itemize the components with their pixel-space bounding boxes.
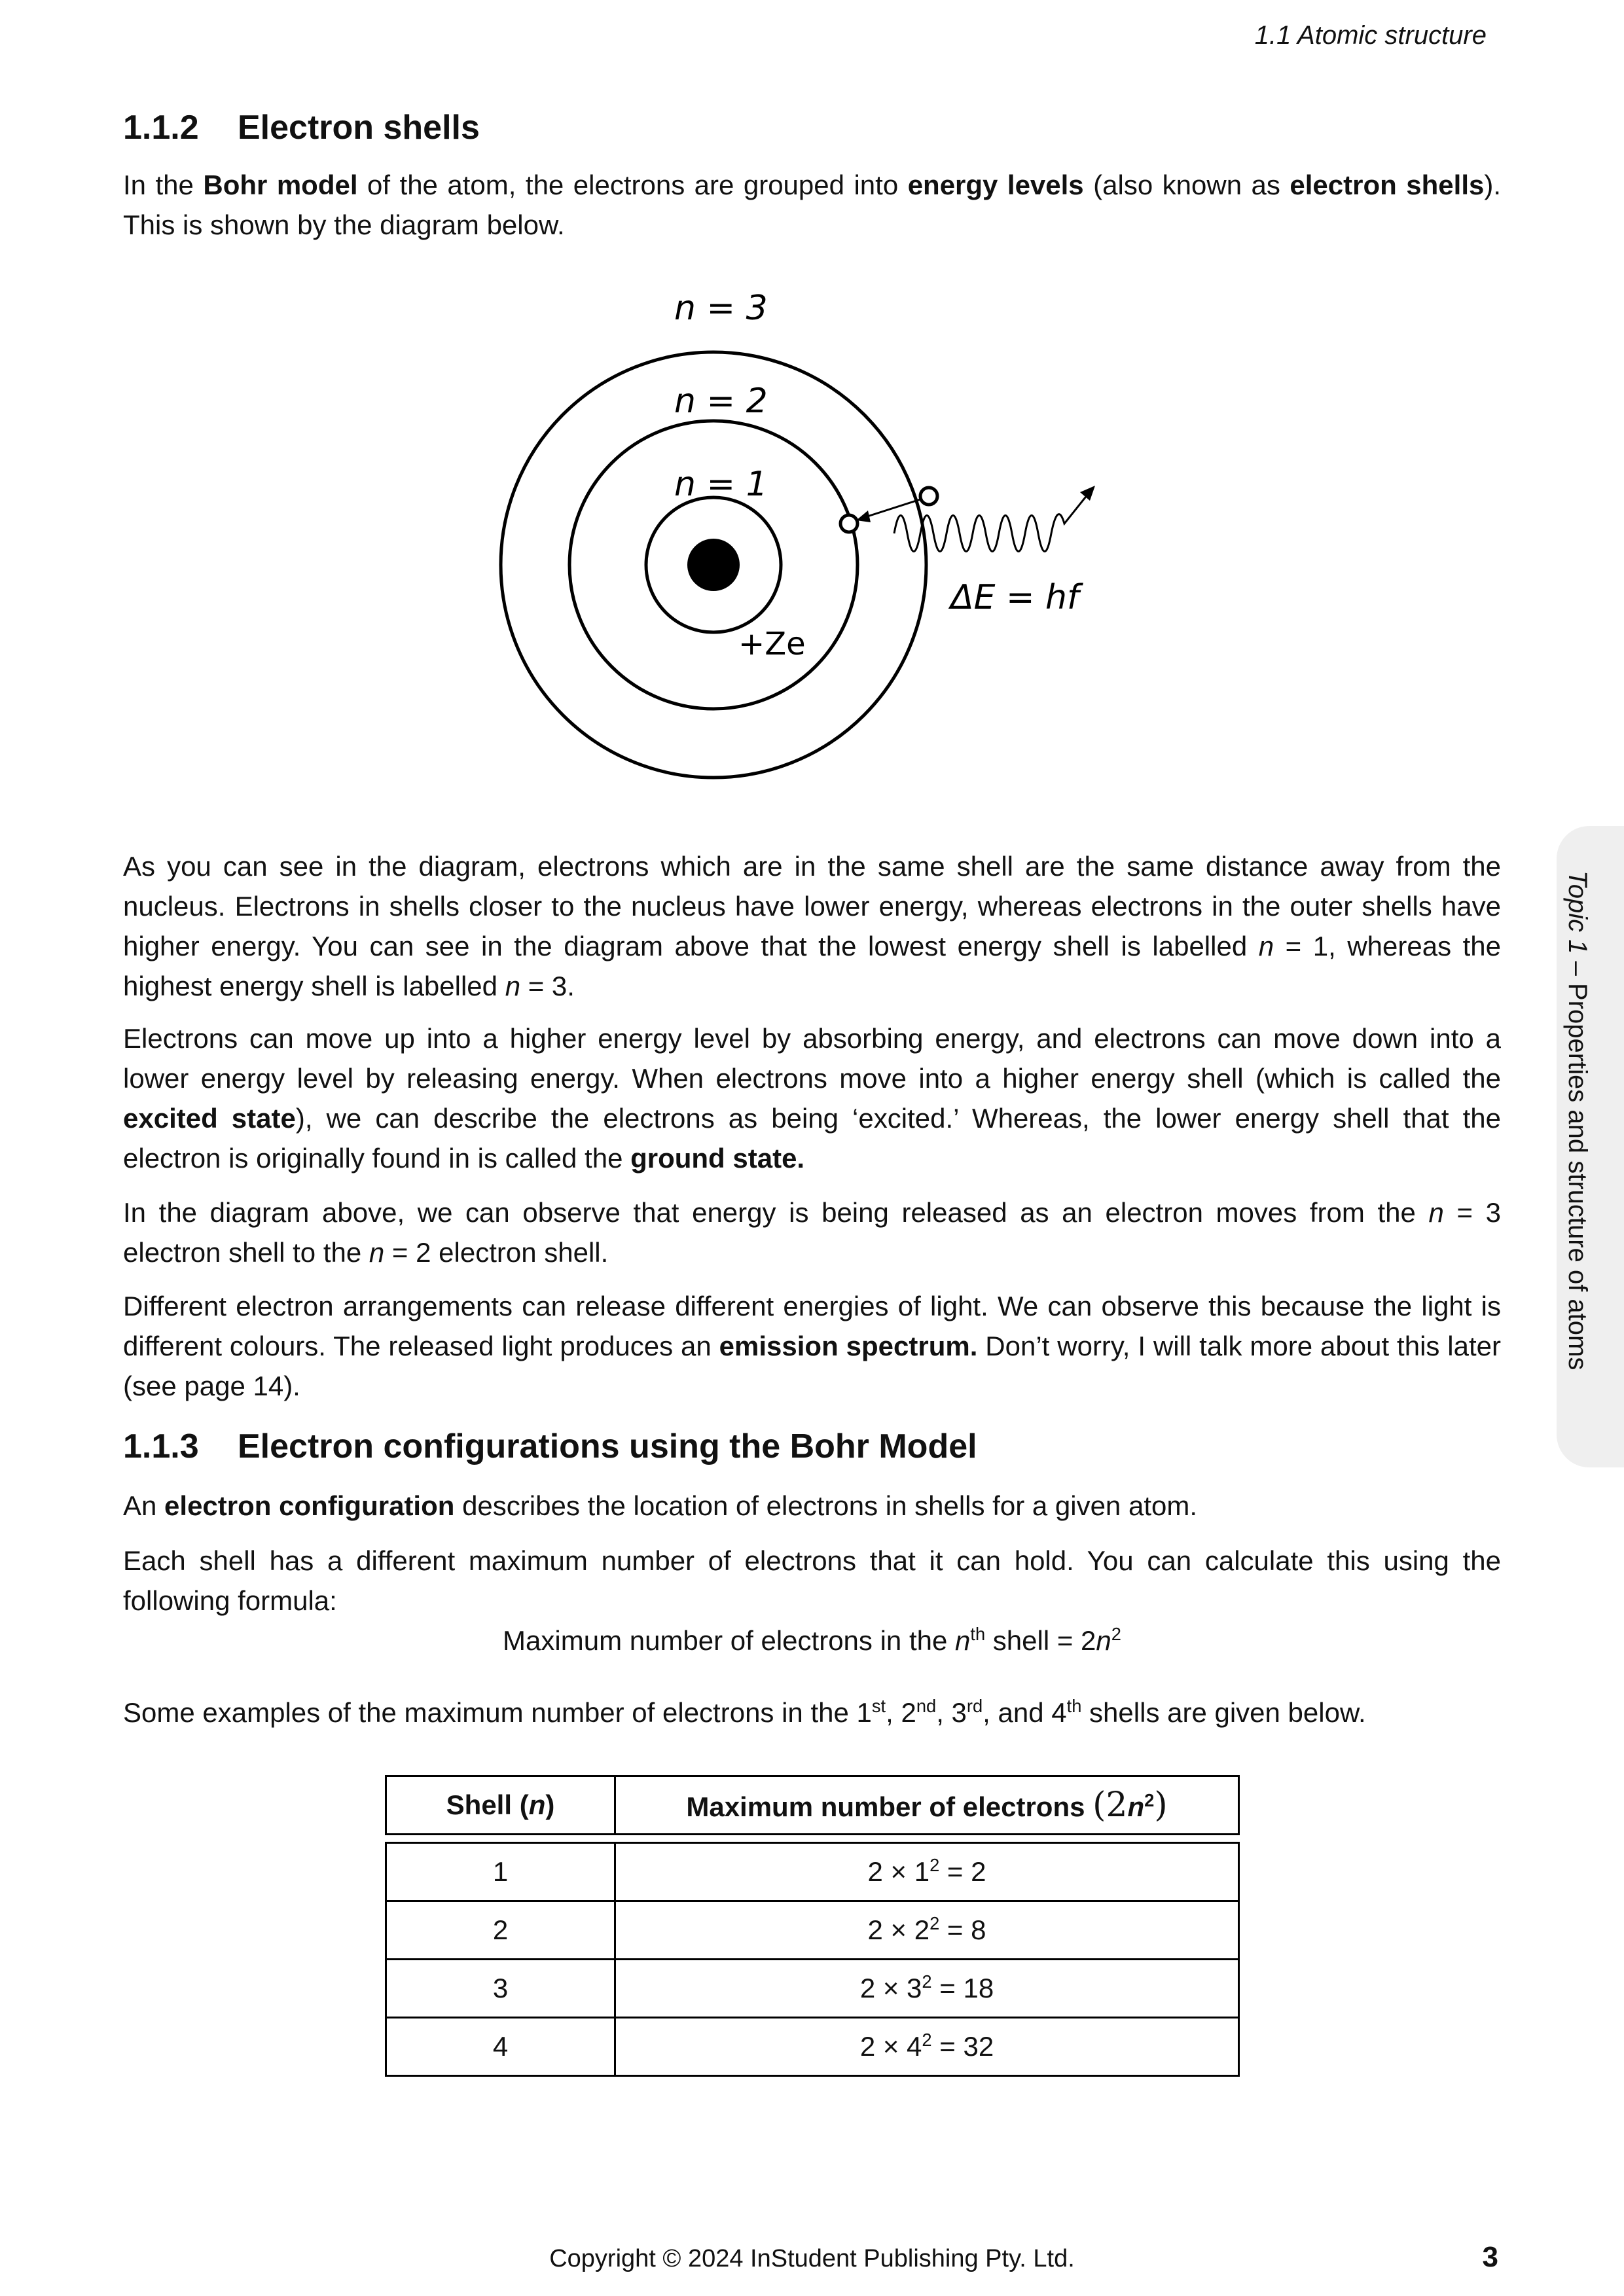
- section-heading-1-1-2: [123, 108, 480, 147]
- superscript: nd: [916, 1696, 937, 1716]
- max-electrons-table: [385, 1775, 1240, 2077]
- text: = 2: [939, 1856, 986, 1887]
- electron-initial: [920, 488, 937, 505]
- copyright-footer: Copyright © 2024 InStudent Publishing Pty. Ltd.: [549, 2245, 1075, 2272]
- superscript: 2: [922, 1971, 932, 1992]
- text: 2 × 1: [867, 1856, 930, 1887]
- paragraph-emission-spectrum: [123, 1286, 1501, 1406]
- label-n2: n = 2: [674, 382, 768, 421]
- text: Shell (: [446, 1789, 529, 1820]
- variable-n: n: [1428, 1197, 1444, 1228]
- side-tab-label: [1562, 870, 1592, 1370]
- term-electron-shells: electron shells: [1290, 170, 1485, 200]
- term-emission-spectrum: emission spectrum.: [719, 1331, 978, 1361]
- text: , 3: [936, 1697, 967, 1728]
- paragraph-max-electrons: Each shell has a different maximum number of electrons that it can hold. You can calculate this using the following formula:: [123, 1545, 1501, 1616]
- cell-max-electrons: [615, 1960, 1239, 2018]
- variable-n: n: [528, 1789, 546, 1820]
- term-electron-configuration: electron configuration: [164, 1490, 455, 1521]
- superscript: 2: [929, 1855, 940, 1875]
- cell-max-electrons: [615, 1843, 1239, 1901]
- term-excited-state: excited state: [123, 1103, 296, 1134]
- text: Different electron arrangements can release different energies of light. We can observe this because the light is different colours. The released light produces an: [123, 1291, 1501, 1361]
- text: = 3 electron shell to the: [123, 1197, 1501, 1268]
- paragraph-examples: [123, 1693, 1501, 1732]
- superscript: 2: [1111, 1624, 1121, 1644]
- formula-max-electrons: [123, 1621, 1501, 1660]
- table-row: [386, 1843, 1239, 1901]
- photon-arrowhead: [1080, 486, 1095, 501]
- text: 2 × 2: [867, 1914, 930, 1945]
- label-nucleus-charge: +Ze: [738, 626, 806, 662]
- paragraph-energy-release: [123, 1193, 1501, 1272]
- topic-title: – Properties and structure of atoms: [1563, 954, 1592, 1371]
- term-ground-state: ground state.: [630, 1143, 805, 1174]
- table-row: [386, 1901, 1239, 1960]
- transition-arrowhead: [856, 511, 871, 522]
- text: ), we can describe the electrons as being ‘excited.’ Whereas, the lower energy shell that the electron is originally found in is called the: [123, 1103, 1502, 1174]
- header-max-electrons: [615, 1776, 1239, 1835]
- superscript: th: [970, 1624, 986, 1644]
- paragraph-electron-configuration: [123, 1486, 1501, 1526]
- variable-n: n: [955, 1625, 971, 1656]
- cell-shell: 2: [386, 1901, 615, 1960]
- text: ). This is shown by the diagram below.: [123, 170, 1501, 240]
- superscript: 2: [922, 2030, 932, 2050]
- table-separator: [386, 1835, 1239, 1843]
- superscript: st: [871, 1696, 886, 1716]
- cell-max-electrons: [615, 1901, 1239, 1960]
- text: Maximum number of electrons: [686, 1791, 1093, 1822]
- label-n1: n = 1: [674, 465, 768, 504]
- superscript: 2: [1144, 1790, 1155, 1810]
- text: , 2: [886, 1697, 916, 1728]
- formula-open: (2: [1092, 1785, 1128, 1825]
- bohr-model-diagram: [458, 275, 1178, 812]
- paragraph-excited-state: [123, 1018, 1501, 1178]
- text: = 1, whereas the highest energy shell is labelled: [123, 931, 1502, 1001]
- text: Electrons can move up into a higher energy level by absorbing energy, and electrons can move down into a lower energy level by releasing energy. When electrons move into a higher energy shell (which is called the: [123, 1023, 1501, 1094]
- text: 2 × 4: [859, 2031, 922, 2062]
- intro-paragraph: [123, 165, 1501, 245]
- text: Don’t worry, I will talk more about this later (see page 14).: [123, 1331, 1502, 1401]
- section-title: Electron shells: [238, 109, 480, 147]
- text: An: [123, 1490, 165, 1521]
- cell-shell: 4: [386, 2018, 615, 2076]
- label-energy: ΔE = hf: [950, 578, 1079, 617]
- superscript: th: [1066, 1696, 1082, 1716]
- text: describes the location of electrons in shells for a given atom.: [454, 1490, 1198, 1521]
- text: Some examples of the maximum number of electrons in the 1: [123, 1697, 872, 1728]
- header-shell: [386, 1776, 615, 1835]
- topic-number: Topic 1: [1563, 870, 1592, 954]
- section-number: 1.1.3: [123, 1427, 199, 1465]
- text: of the atom, the electrons are grouped into: [357, 170, 908, 200]
- term-bohr-model: Bohr model: [203, 170, 358, 200]
- text: = 3.: [520, 971, 575, 1001]
- text: = 2 electron shell.: [384, 1237, 609, 1268]
- text: In the diagram above, we can observe that energy is being released as an electron moves from the: [123, 1197, 1429, 1228]
- text: shell = 2: [985, 1625, 1096, 1656]
- paragraph-shell-distance: [123, 846, 1501, 1006]
- text: In the: [123, 170, 204, 200]
- running-header: 1.1 Atomic structure: [1254, 21, 1487, 50]
- page-number: 3: [1482, 2241, 1498, 2273]
- text: = 18: [931, 1973, 994, 2003]
- electron-final: [840, 515, 857, 532]
- text: = 8: [939, 1914, 986, 1945]
- variable-n: n: [1096, 1625, 1111, 1656]
- table-header-row: [386, 1776, 1239, 1835]
- formula-close: ): [1154, 1785, 1168, 1825]
- section-number: 1.1.2: [123, 109, 199, 147]
- text: = 32: [931, 2031, 994, 2062]
- text: , and 4: [983, 1697, 1067, 1728]
- section-title: Electron configurations using the Bohr Model: [238, 1427, 977, 1465]
- text: 2 × 3: [859, 1973, 922, 2003]
- variable-n: n: [1127, 1791, 1145, 1822]
- cell-shell: 3: [386, 1960, 615, 2018]
- text: (also known as: [1083, 170, 1290, 200]
- variable-n: n: [505, 971, 521, 1001]
- nucleus: [687, 539, 740, 591]
- term-energy-levels: energy levels: [907, 170, 1084, 200]
- section-heading-1-1-3: [123, 1427, 977, 1466]
- text: ): [545, 1789, 555, 1820]
- text: Maximum number of electrons in the: [503, 1625, 955, 1656]
- superscript: rd: [966, 1696, 983, 1716]
- variable-n: n: [369, 1237, 385, 1268]
- table-row: [386, 1960, 1239, 2018]
- variable-n: n: [1258, 931, 1274, 961]
- table-row: [386, 2018, 1239, 2076]
- text: shells are given below.: [1081, 1697, 1366, 1728]
- label-n3: n = 3: [674, 289, 768, 328]
- cell-max-electrons: [615, 2018, 1239, 2076]
- superscript: 2: [929, 1913, 940, 1933]
- cell-shell: 1: [386, 1843, 615, 1901]
- separator-cell: [386, 1835, 1239, 1843]
- text: As you can see in the diagram, electrons which are in the same shell are the same distance away from the nucleus. Electrons in shells closer to the nucleus have lower energy, whereas electrons in the outer shells have higher energy. You can see in the diagram above that the lowest energy shell is labelled: [123, 851, 1501, 961]
- transition-arrow: [865, 499, 920, 517]
